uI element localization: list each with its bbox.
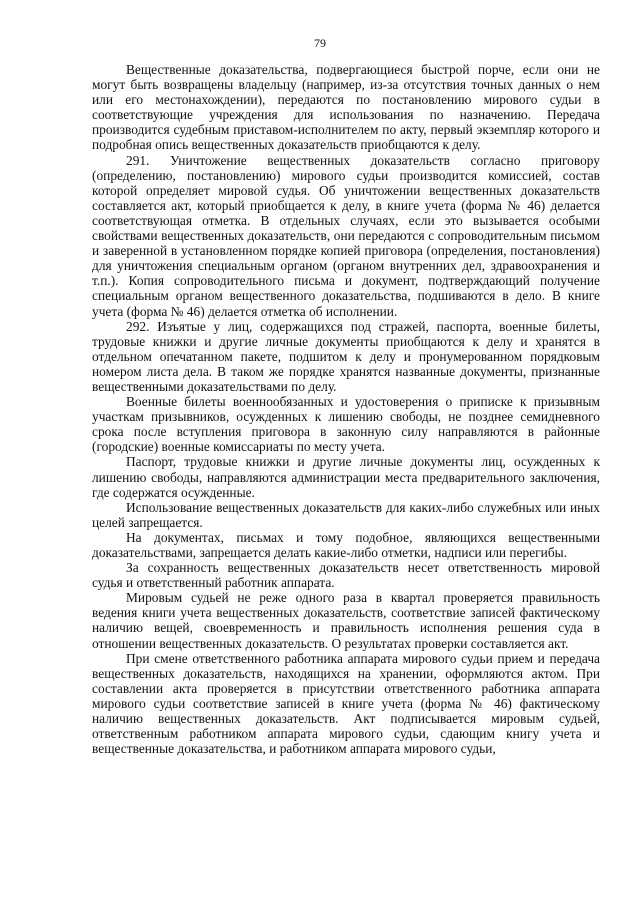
paragraph-no-marks: На документах, письмах и тому подобное, являющихся вещественными доказательствами, запрещается делать какие-либо отметки, надписи или перегибы.: [92, 529, 600, 560]
paragraph-perishable-evidence: Вещественные доказательства, подвергающиеся быстрой порче, если они не могут быть возвращены владельцу (например, из-за отсутствия точных данных о нем или его местонахождении), передаются по постановлению мирового судьи в соответствующие учреждения для использования по назначению. Передача производится судебным приставом-исполнителем по акту, первый экземпляр которого и подробная опись вещественных доказательств приобщаются к делу.: [92, 62, 600, 153]
document-body: [92, 62, 600, 756]
paragraph-292-seized-documents: 292. Изъятые у лиц, содержащихся под стражей, паспорта, военные билеты, трудовые книжки и другие личные документы приобщаются к делу и хранятся в отдельном опечатанном пакете, подшитом к делу и пронумерованном порядковым номером листа дела. В таком же порядке хранятся названные документы, признанные вещественными доказательствами по делу.: [92, 318, 600, 394]
paragraph-quarterly-check: Мировым судьей не реже одного раза в квартал проверяется правильность ведения книги учета вещественных доказательств, соответствие записей фактическому наличию вещей, своевременность и правильность исполнения решения суда в отношении вещественных доказательств. О результатах проверки составляется акт.: [92, 590, 600, 651]
paragraph-use-prohibited: Использование вещественных доказательств для каких-либо служебных или иных целей запрещается.: [92, 499, 600, 530]
paragraph-291-destruction: 291. Уничтожение вещественных доказательств согласно приговору (определению, постановлению) мирового судьи производится комиссией, состав которой определяет мировой судья. Об уничтожении вещественных доказательств составляется акт, который приобщается к делу, в книге учета (форма № 46) делается соответствующая отметка. В отдельных случаях, если это вызывается особыми свойствами вещественных доказательств, они передаются с сопроводительным письмом и заверенной в установленном порядке копией приговора (определения, постановления) для уничтожения специальным органом (органом внутренних дел, здравоохранения и т.п.). Копия сопроводительного письма и документ, подтверждающий получение специальным органом вещественного доказательства, подшиваются в дело. В книге учета (форма № 46) делается отметка об исполнении.: [92, 152, 600, 319]
paragraph-staff-change: При смене ответственного работника аппарата мирового судьи прием и передача вещественных доказательств, находящихся на хранении, оформляются актом. При составлении акта проверяется в присутствии ответственного работника аппарата мирового судьи соответствие записей в книге учета (форма № 46) фактическому наличию вещественных доказательств. Акт подписывается мировым судьей, ответственным работником аппарата мирового судьи, сдающим книгу учета и вещественные доказательства, и работником аппарата мирового судьи,: [92, 650, 600, 757]
page-number: 79: [314, 36, 326, 50]
paragraph-military-tickets: Военные билеты военнообязанных и удостоверения о приписке к призывным участкам призывников, осужденных к лишению свободы, не позднее семидневного срока после вступления приговора в законную силу направляются в районные (городские) военные комиссариаты по месту учета.: [92, 394, 600, 455]
paragraph-responsibility: За сохранность вещественных доказательств несет ответственность мировой судья и ответственный работник аппарата.: [92, 560, 600, 591]
paragraph-passports: Паспорт, трудовые книжки и другие личные документы лиц, осужденных к лишению свободы, направляются администрации места предварительного заключения, где содержатся осужденные.: [92, 454, 600, 500]
